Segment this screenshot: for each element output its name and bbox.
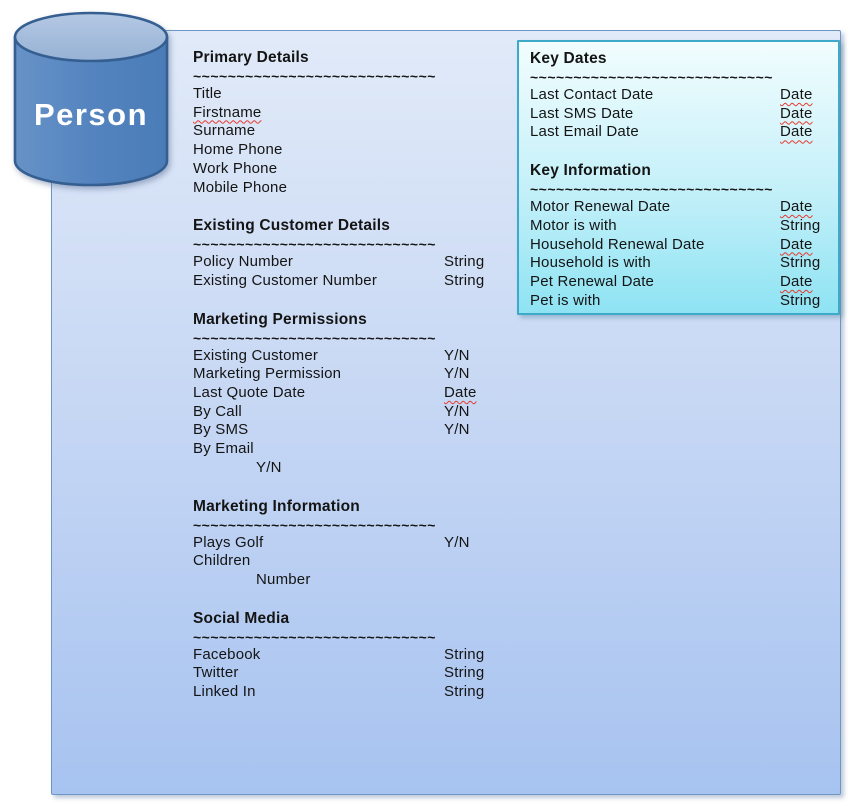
field-row bbox=[530, 198, 830, 217]
field-row bbox=[193, 347, 523, 366]
key-dates-box bbox=[517, 40, 840, 315]
field-row bbox=[530, 105, 830, 124]
field-row bbox=[193, 421, 523, 440]
section-title: Primary Details bbox=[193, 49, 309, 66]
section bbox=[193, 497, 523, 590]
section bbox=[193, 609, 523, 702]
separator-line: ~~~~~~~~~~~~~~~~~~~~~~~~~~~~ bbox=[193, 516, 436, 533]
field-type: Y/N bbox=[444, 533, 470, 551]
separator-line: ~~~~~~~~~~~~~~~~~~~~~~~~~~~~ bbox=[530, 181, 773, 198]
field-type: Date bbox=[780, 235, 813, 253]
field-type: String bbox=[780, 216, 821, 234]
field-label: Title bbox=[193, 85, 222, 102]
field-label: Plays Golf bbox=[193, 533, 264, 551]
section bbox=[530, 161, 830, 310]
entity-title: Person bbox=[33, 97, 149, 132]
field-row bbox=[193, 534, 523, 553]
field-type: Date bbox=[780, 272, 813, 290]
field-row bbox=[193, 440, 523, 477]
field-row bbox=[193, 683, 523, 702]
field-row bbox=[530, 292, 830, 311]
field-label: Motor Renewal Date bbox=[530, 198, 671, 216]
field-label: By SMS bbox=[193, 421, 249, 439]
field-row bbox=[530, 254, 830, 273]
field-label: Firstname bbox=[193, 103, 262, 121]
field-type: Y/N bbox=[444, 346, 470, 364]
field-type: Date bbox=[780, 123, 813, 141]
section-title: Social Media bbox=[193, 609, 290, 627]
field-type: Date bbox=[780, 104, 813, 122]
field-label: Surname bbox=[193, 122, 256, 140]
field-type: String bbox=[780, 291, 821, 309]
field-row bbox=[193, 122, 523, 141]
field-label: Home Phone bbox=[193, 141, 283, 159]
field-label: Twitter bbox=[193, 664, 239, 682]
section-title: Marketing Information bbox=[193, 497, 360, 515]
field-label: Work Phone bbox=[193, 159, 278, 177]
field-label: Marketing Permission bbox=[193, 365, 342, 383]
database-cylinder-icon bbox=[12, 10, 170, 190]
field-label: Mobile Phone bbox=[193, 178, 288, 196]
field-type: String bbox=[780, 254, 821, 272]
field-row bbox=[530, 123, 830, 142]
separator-line: ~~~~~~~~~~~~~~~~~~~~~~~~~~~~ bbox=[193, 628, 436, 645]
separator-line: ~~~~~~~~~~~~~~~~~~~~~~~~~~~~ bbox=[193, 329, 436, 346]
field-type: Date bbox=[444, 384, 477, 402]
field-row bbox=[193, 384, 523, 403]
field-label: Household Renewal Date bbox=[530, 235, 705, 253]
field-type: Date bbox=[780, 86, 813, 103]
field-label: By Email bbox=[193, 440, 254, 458]
field-type: Y/N bbox=[444, 365, 470, 383]
section-title: Key Dates bbox=[530, 50, 607, 67]
field-label: Household is with bbox=[530, 254, 651, 272]
field-type: Y/N bbox=[444, 421, 470, 439]
field-type: String bbox=[444, 664, 485, 682]
field-label: Motor is with bbox=[530, 216, 617, 234]
section-title: Marketing Permissions bbox=[193, 310, 367, 328]
field-row bbox=[530, 236, 830, 255]
separator-line: ~~~~~~~~~~~~~~~~~~~~~~~~~~~~ bbox=[530, 69, 773, 85]
field-row bbox=[530, 273, 830, 292]
field-row bbox=[193, 253, 523, 272]
field-type: String bbox=[444, 253, 485, 271]
field-row bbox=[193, 85, 523, 104]
field-type: Y/N bbox=[444, 402, 470, 420]
separator-line: ~~~~~~~~~~~~~~~~~~~~~~~~~~~~ bbox=[193, 68, 436, 84]
section bbox=[530, 49, 830, 142]
field-label: Existing Customer bbox=[193, 346, 319, 364]
field-row bbox=[193, 104, 523, 123]
field-label: Existing Customer Number bbox=[193, 271, 378, 289]
section-title: Existing Customer Details bbox=[193, 217, 391, 235]
field-type: Number bbox=[256, 570, 311, 588]
field-label: Facebook bbox=[193, 645, 261, 663]
field-label: Pet is with bbox=[530, 291, 601, 309]
field-label: Last SMS Date bbox=[530, 104, 634, 122]
field-row bbox=[193, 179, 523, 198]
separator-line: ~~~~~~~~~~~~~~~~~~~~~~~~~~~~ bbox=[193, 236, 436, 253]
field-label: Linked In bbox=[193, 683, 256, 701]
field-row bbox=[193, 365, 523, 384]
field-type: Date bbox=[780, 198, 813, 216]
field-row bbox=[193, 664, 523, 683]
field-type: String bbox=[444, 683, 485, 701]
person-field-list bbox=[193, 48, 523, 721]
field-label: Last Email Date bbox=[530, 123, 639, 141]
field-row bbox=[530, 217, 830, 236]
field-type: String bbox=[444, 271, 485, 289]
field-label: Last Quote Date bbox=[193, 384, 306, 402]
field-row bbox=[193, 272, 523, 291]
field-row bbox=[193, 403, 523, 422]
field-label: Children bbox=[193, 552, 251, 570]
section bbox=[193, 310, 523, 478]
field-row bbox=[193, 552, 523, 589]
section-title: Key Information bbox=[530, 162, 651, 180]
section bbox=[193, 216, 523, 290]
field-row bbox=[193, 160, 523, 179]
field-label: By Call bbox=[193, 402, 242, 420]
field-label: Policy Number bbox=[193, 253, 294, 271]
field-type: String bbox=[444, 645, 485, 663]
field-type: Y/N bbox=[256, 458, 282, 476]
field-row bbox=[193, 646, 523, 665]
section bbox=[193, 48, 523, 197]
field-row bbox=[530, 86, 830, 105]
field-row bbox=[193, 141, 523, 160]
field-label: Last Contact Date bbox=[530, 86, 654, 103]
field-label: Pet Renewal Date bbox=[530, 272, 655, 290]
